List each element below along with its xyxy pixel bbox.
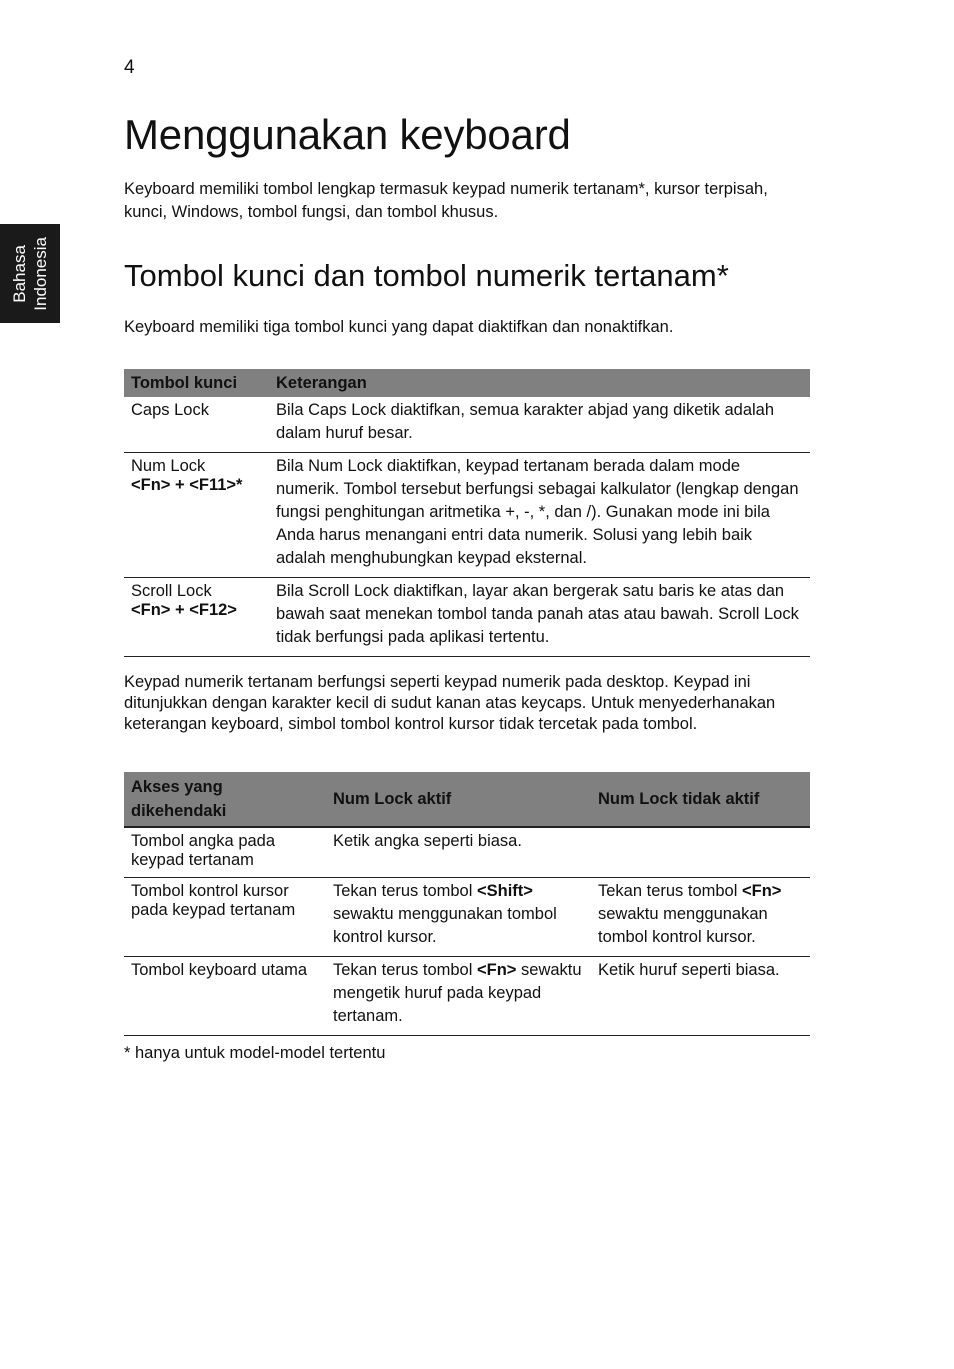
access-label: Tombol kontrol kursor pada keypad tertanam — [131, 882, 296, 919]
numlock-on-cell — [326, 827, 591, 878]
column-header-description: Keterangan — [269, 369, 810, 397]
footnote: * hanya untuk model-model tertentu — [124, 1044, 386, 1062]
table-row — [124, 397, 810, 453]
column-header-numlock-off: Num Lock tidak aktif — [591, 772, 810, 827]
numlock-off-cell — [591, 878, 810, 957]
description-cell: Bila Scroll Lock diaktifkan, layar akan bergerak satu baris ke atas dan bawah saat menekan tombol tanda panah atas atau bawah. Scroll Lock tidak berfungsi pada aplikasi tertentu. — [269, 578, 810, 657]
table-row — [124, 957, 810, 1036]
numlock-on-cell — [326, 957, 591, 1036]
instruction-text: sewaktu menggunakan tombol kontrol kursor. — [333, 905, 557, 946]
key-label: <Shift> — [477, 882, 533, 900]
key-cell — [124, 397, 269, 453]
key-label: <Fn> — [742, 882, 782, 900]
numlock-off-cell — [591, 827, 810, 878]
table-header-row — [124, 772, 810, 827]
page-title: Menggunakan keyboard — [124, 111, 571, 158]
instruction-text: Tekan terus tombol — [333, 882, 477, 900]
language-tab-line-2: Indonesia — [31, 236, 50, 311]
access-label: Tombol angka pada keypad tertanam — [131, 832, 276, 869]
description-cell: Bila Caps Lock diaktifkan, semua karakter abjad yang diketik adalah dalam huruf besar. — [269, 397, 810, 453]
language-side-tab — [0, 224, 60, 323]
table-row — [124, 878, 810, 957]
access-cell — [124, 827, 326, 878]
table-row — [124, 578, 810, 657]
instruction-text: Tekan terus tombol — [333, 961, 477, 979]
table-row — [124, 827, 810, 878]
keypad-paragraph: Keypad numerik tertanam berfungsi seperti keypad numerik pada desktop. Keypad ini ditunjukkan dengan karakter kecil di sudut kanan atas keycaps. Untuk menyederhanakan keterangan keyboard, simbol tombol kontrol kursor tidak tercetak pada tombol. — [124, 673, 776, 733]
key-cell — [124, 453, 269, 578]
intro-paragraph: Keyboard memiliki tombol lengkap termasuk keypad numerik tertanam*, kursor terpisah, kunci, Windows, tombol fungsi, dan tombol khusus. — [124, 180, 768, 221]
instruction-text: sewaktu mengetik huruf pada keypad tertanam. — [333, 961, 582, 1025]
key-name: Scroll Lock — [131, 582, 212, 600]
instruction-text: Ketik huruf seperti biasa. — [598, 961, 780, 979]
section-intro-paragraph: Keyboard memiliki tiga tombol kunci yang dapat diaktifkan dan nonaktifkan. — [124, 318, 674, 336]
table-header-row — [124, 369, 810, 397]
section-title: Tombol kunci dan tombol numerik tertanam* — [124, 258, 729, 293]
key-combo: <Fn> + <F12> — [131, 601, 237, 619]
page-number: 4 — [124, 57, 135, 78]
numlock-off-cell — [591, 957, 810, 1036]
description-cell: Bila Num Lock diaktifkan, keypad tertanam berada dalam mode numerik. Tombol tersebut berfungsi sebagai kalkulator (lengkap dengan fungsi penghitungan aritmetika +, -, *, dan /). Gunakan mode ini bila Anda harus menangani entri data numerik. Solusi yang lebih baik adalah menghubungkan keypad eksternal. — [269, 453, 810, 578]
column-header-access: Akses yang dikehendaki — [124, 772, 326, 827]
language-tab-line-1: Bahasa — [10, 244, 29, 303]
key-name: Caps Lock — [131, 401, 209, 419]
key-label: <Fn> — [477, 961, 517, 979]
table-row — [124, 453, 810, 578]
column-header-key: Tombol kunci — [124, 369, 269, 397]
access-cell — [124, 878, 326, 957]
key-combo: <Fn> + <F11>* — [131, 476, 243, 494]
key-cell — [124, 578, 269, 657]
numlock-on-cell — [326, 878, 591, 957]
access-cell — [124, 957, 326, 1036]
access-label: Tombol keyboard utama — [131, 961, 308, 979]
key-name: Num Lock — [131, 457, 206, 475]
instruction-text: Tekan terus tombol — [598, 882, 742, 900]
keypad-access-table — [124, 772, 810, 1036]
instruction-text: sewaktu menggunakan tombol kontrol kursor. — [598, 905, 768, 946]
column-header-numlock-on: Num Lock aktif — [326, 772, 591, 827]
instruction-text: Ketik angka seperti biasa. — [333, 832, 522, 850]
language-tab-label — [9, 237, 51, 311]
lock-keys-table — [124, 369, 810, 657]
